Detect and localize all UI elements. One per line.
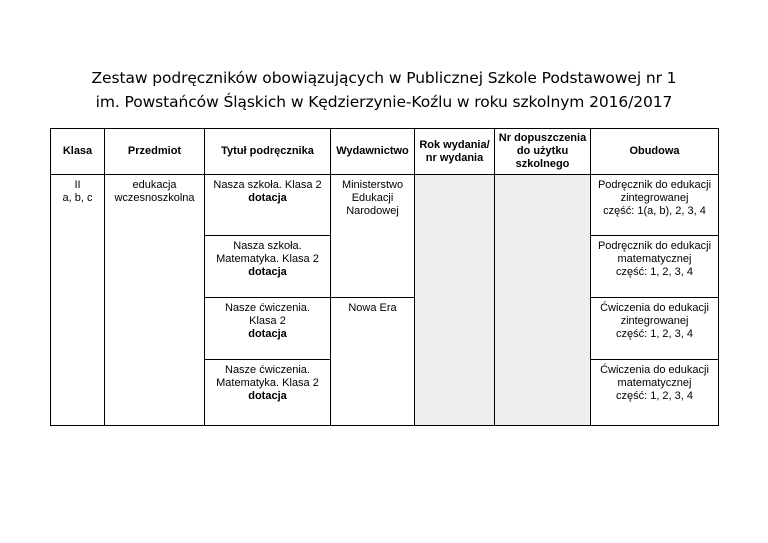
- tytul-cell: Nasza szkoła. Matematyka. Klasa 2 dotacja: [205, 236, 331, 298]
- obudowa-cell: Podręcznik do edukacji matematycznej część: 1, 2, 3, 4: [591, 236, 719, 298]
- header-obudowa: Obudowa: [591, 129, 719, 175]
- header-przedmiot: Przedmiot: [105, 129, 205, 175]
- rok-wydania-cell: [415, 175, 495, 426]
- przedmiot-cell: edukacja wczesnoszkolna: [105, 175, 205, 426]
- obudowa-cell: Ćwiczenia do edukacji zintegrowanej część: 1, 2, 3, 4: [591, 298, 719, 360]
- title-line-1: Zestaw podręczników obowiązujących w Publicznej Szkole Podstawowej nr 1: [91, 69, 677, 87]
- header-row: [51, 129, 719, 175]
- header-rok-wydania: Rok wydania/ nr wydania: [415, 129, 495, 175]
- tytul-cell: Nasze ćwiczenia. Klasa 2 dotacja: [205, 298, 331, 360]
- header-nr-dopuszczenia: Nr dopuszczenia do użytku szkolnego: [495, 129, 591, 175]
- tytul-cell: Nasze ćwiczenia. Matematyka. Klasa 2 dotacja: [205, 360, 331, 426]
- wydawnictwo-cell: Ministerstwo Edukacji Narodowej: [331, 175, 415, 298]
- nr-dopuszczenia-cell: [495, 175, 591, 426]
- obudowa-cell: Podręcznik do edukacji zintegrowanej część: 1(a, b), 2, 3, 4: [591, 175, 719, 236]
- obudowa-cell: Ćwiczenia do edukacji matematycznej część: 1, 2, 3, 4: [591, 360, 719, 426]
- tytul-cell: Nasza szkoła. Klasa 2 dotacja: [205, 175, 331, 236]
- header-tytul: Tytuł podręcznika: [205, 129, 331, 175]
- wydawnictwo-cell: Nowa Era: [331, 298, 415, 426]
- header-klasa: Klasa: [51, 129, 105, 175]
- header-wydawnictwo: Wydawnictwo: [331, 129, 415, 175]
- textbook-table: [50, 128, 719, 426]
- table-row: [51, 175, 719, 236]
- document-title: [0, 66, 768, 114]
- title-line-2: im. Powstańców Śląskich w Kędzierzynie-Koźlu w roku szkolnym 2016/2017: [95, 93, 673, 111]
- klasa-cell: II a, b, c: [51, 175, 105, 426]
